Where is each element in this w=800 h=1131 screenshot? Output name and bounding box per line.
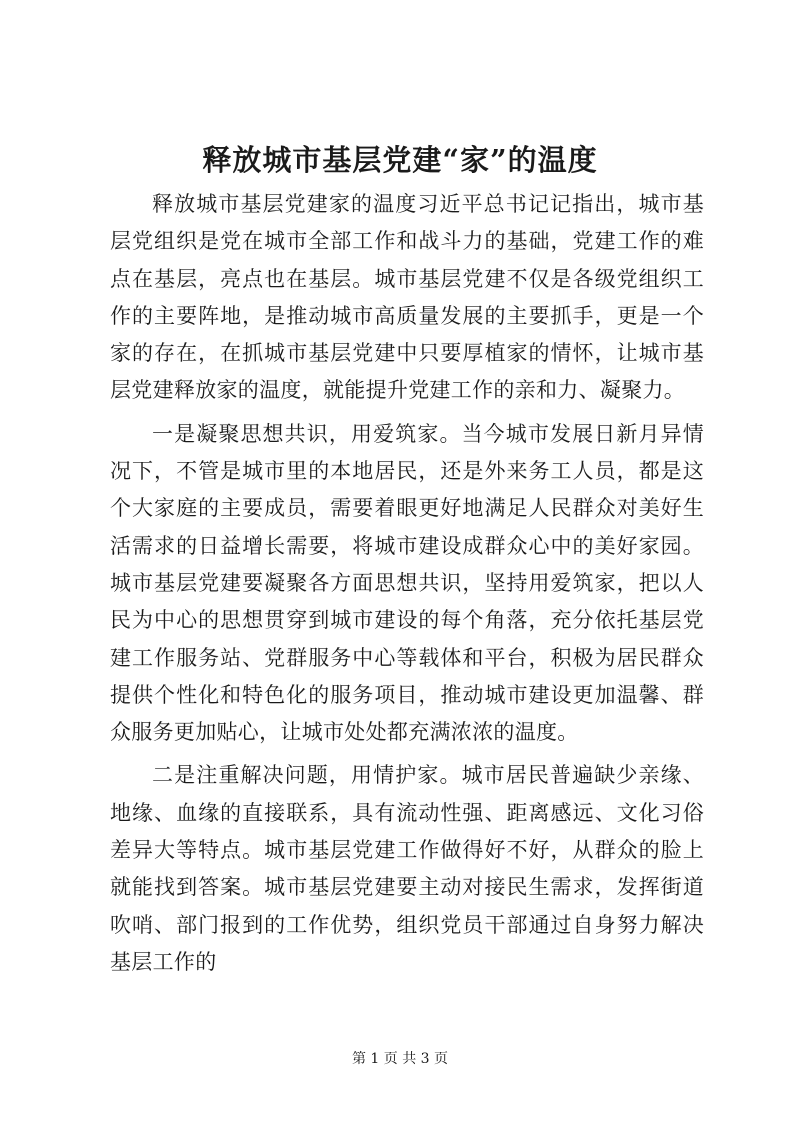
document-body — [110, 186, 704, 987]
page-footer: 第 1 页 共 3 页 — [351, 1051, 449, 1067]
paragraph-point-two: 二是注重解决问题，用情护家。城市居民普遍缺少亲缘、地缘、血缘的直接联系，具有流动性强、距离感远、文化习俗差异大等特点。城市基层党建工作做得好不好，从群众的脸上就能找到答案。城市基层党建要主动对接民生需求，发挥街道吹哨、部门报到的工作优势，组织党员干部通过自身努力解决基层工作的 — [110, 763, 704, 974]
paragraph-intro: 释放城市基层党建家的温度习近平总书记记指出，城市基层党组织是党在城市全部工作和战斗力的基础，党建工作的难点在基层，亮点也在基层。城市基层党建不仅是各级党组织工作的主要阵地，是推动城市高质量发展的主要抓手，更是一个家的存在，在抓城市基层党建中只要厚植家的情怀，让城市基层党建释放家的温度，就能提升党建工作的亲和力、凝聚力。 — [110, 192, 704, 403]
paragraph-point-one: 一是凝聚思想共识，用爱筑家。当今城市发展日新月异情况下，不管是城市里的本地居民，还是外来务工人员，都是这个大家庭的主要成员，需要着眼更好地满足人民群众对美好生活需求的日益增长需要，将城市建设成群众心中的美好家园。城市基层党建要凝聚各方面思想共识，坚持用爱筑家，把以人民为中心的思想贯穿到城市建设的每个角落，充分依托基层党建工作服务站、党群服务中心等载体和平台，积极为居民群众提供个性化和特色化的服务项目，推动城市建设更加温馨、群众服务更加贴心，让城市处处都充满浓浓的温度。 — [110, 421, 704, 745]
document-title: 释放城市基层党建“家”的温度 — [202, 143, 598, 177]
